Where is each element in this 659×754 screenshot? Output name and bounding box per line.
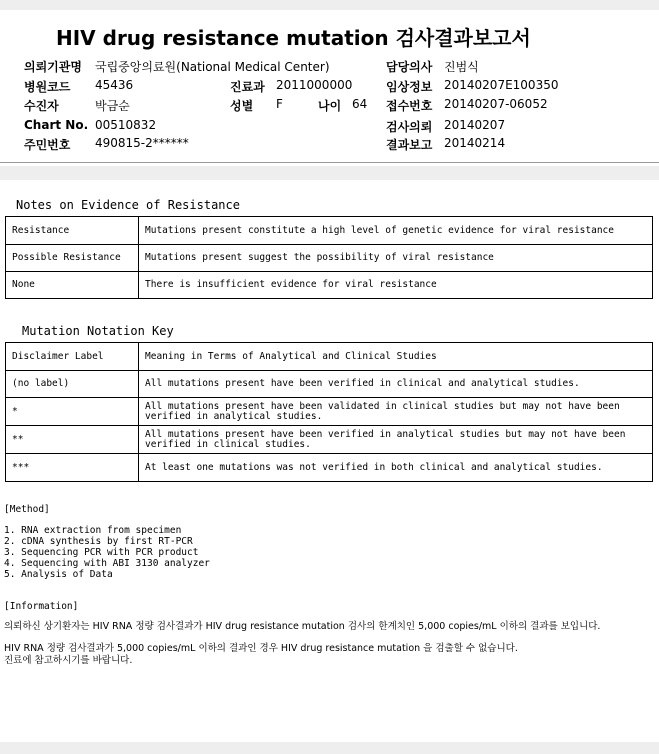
- method-item: 4. Sequencing with ABI 3130 analyzer: [4, 558, 210, 569]
- notes-text-cell: Mutations present suggest the possibility of viral resistance: [139, 245, 653, 272]
- table-row: [6, 245, 653, 272]
- report-date-label: 결과보고: [386, 138, 433, 152]
- id-value: 490815-2******: [95, 136, 189, 150]
- chart-label: Chart No.: [24, 118, 89, 132]
- notes-label-cell: None: [6, 272, 139, 299]
- information-line: 진료에 참고하시기를 바랍니다.: [4, 655, 133, 666]
- report-title: HIV drug resistance mutation 검사결과보고서: [56, 26, 531, 50]
- notes-text-cell: There is insufficient evidence for viral resistance: [139, 272, 653, 299]
- notes-text-cell: Mutations present constitute a high level of genetic evidence for viral resistance: [139, 217, 653, 245]
- table-row: [6, 398, 653, 426]
- doctor-value: 진범식: [444, 60, 479, 74]
- key-label-cell: (no label): [6, 371, 139, 398]
- requester-label: 의뢰기관명: [24, 60, 82, 74]
- hospital-code-value: 45436: [95, 78, 134, 92]
- sex-label: 성별: [230, 99, 254, 113]
- clinical-label: 임상정보: [386, 80, 433, 94]
- information-line: 의뢰하신 상기환자는 HIV RNA 정량 검사결과가 HIV drug resistance mutation 검사의 한계치인 5,000 copies/mL 이하의 결과를 보입니다.: [4, 621, 601, 632]
- age-value: 64: [352, 97, 368, 111]
- requester-value: 국립중앙의료원(National Medical Center): [95, 60, 330, 74]
- key-label-cell: **: [6, 426, 139, 454]
- notes-title: Notes on Evidence of Resistance: [16, 198, 240, 212]
- receipt-value: 20140207-06052: [444, 97, 548, 111]
- bottom-bar: [0, 742, 659, 754]
- key-header-label: Disclaimer Label: [6, 343, 139, 371]
- request-value: 20140207: [444, 118, 506, 132]
- key-text-cell: All mutations present have been validated in clinical studies but may not have been verified in analytical studies.: [139, 398, 653, 426]
- dept-value: 2011000000: [276, 78, 353, 92]
- key-title: Mutation Notation Key: [22, 324, 174, 338]
- table-row: [6, 371, 653, 398]
- chart-value: 00510832: [95, 118, 157, 132]
- doctor-label: 담당의사: [386, 60, 433, 74]
- information-title: [Information]: [4, 601, 79, 612]
- receipt-label: 접수번호: [386, 99, 433, 113]
- id-label: 주민번호: [24, 138, 71, 152]
- method-item: 2. cDNA synthesis by first RT-PCR: [4, 536, 193, 547]
- table-row: [6, 426, 653, 454]
- sex-value: F: [276, 97, 283, 111]
- method-title: [Method]: [4, 504, 50, 515]
- report-date-value: 20140214: [444, 136, 506, 150]
- patient-label: 수진자: [24, 99, 59, 113]
- clinical-value: 20140207E100350: [444, 78, 559, 92]
- key-label-cell: ***: [6, 454, 139, 482]
- table-row: [6, 272, 653, 299]
- notes-label-cell: Resistance: [6, 217, 139, 245]
- dept-label: 진료과: [230, 80, 265, 94]
- method-item: 1. RNA extraction from specimen: [4, 525, 182, 536]
- hospital-code-label: 병원코드: [24, 80, 71, 94]
- method-item: 3. Sequencing PCR with PCR product: [4, 547, 199, 558]
- table-row: [6, 343, 653, 371]
- information-line: HIV RNA 정량 검사결과가 5,000 copies/mL 이하의 결과인 경우 HIV drug resistance mutation 을 검출할 수 없습니다.: [4, 643, 518, 654]
- table-row: [6, 217, 653, 245]
- top-bar: [0, 0, 659, 10]
- patient-value: 박금순: [95, 99, 130, 113]
- report-header: [0, 10, 659, 163]
- table-row: [6, 454, 653, 482]
- age-label: 나이: [318, 99, 342, 113]
- key-table: [5, 342, 653, 482]
- method-item: 5. Analysis of Data: [4, 569, 113, 580]
- request-label: 검사의뢰: [386, 120, 433, 134]
- notes-label-cell: Possible Resistance: [6, 245, 139, 272]
- key-label-cell: *: [6, 398, 139, 426]
- key-header-text: Meaning in Terms of Analytical and Clinical Studies: [139, 343, 653, 371]
- notes-table: [5, 216, 653, 299]
- key-text-cell: All mutations present have been verified in clinical and analytical studies.: [139, 371, 653, 398]
- section-separator: [0, 166, 659, 180]
- key-text-cell: At least one mutations was not verified in both clinical and analytical studies.: [139, 454, 653, 482]
- key-text-cell: All mutations present have been verified in analytical studies but may not have been verified in clinical studies.: [139, 426, 653, 454]
